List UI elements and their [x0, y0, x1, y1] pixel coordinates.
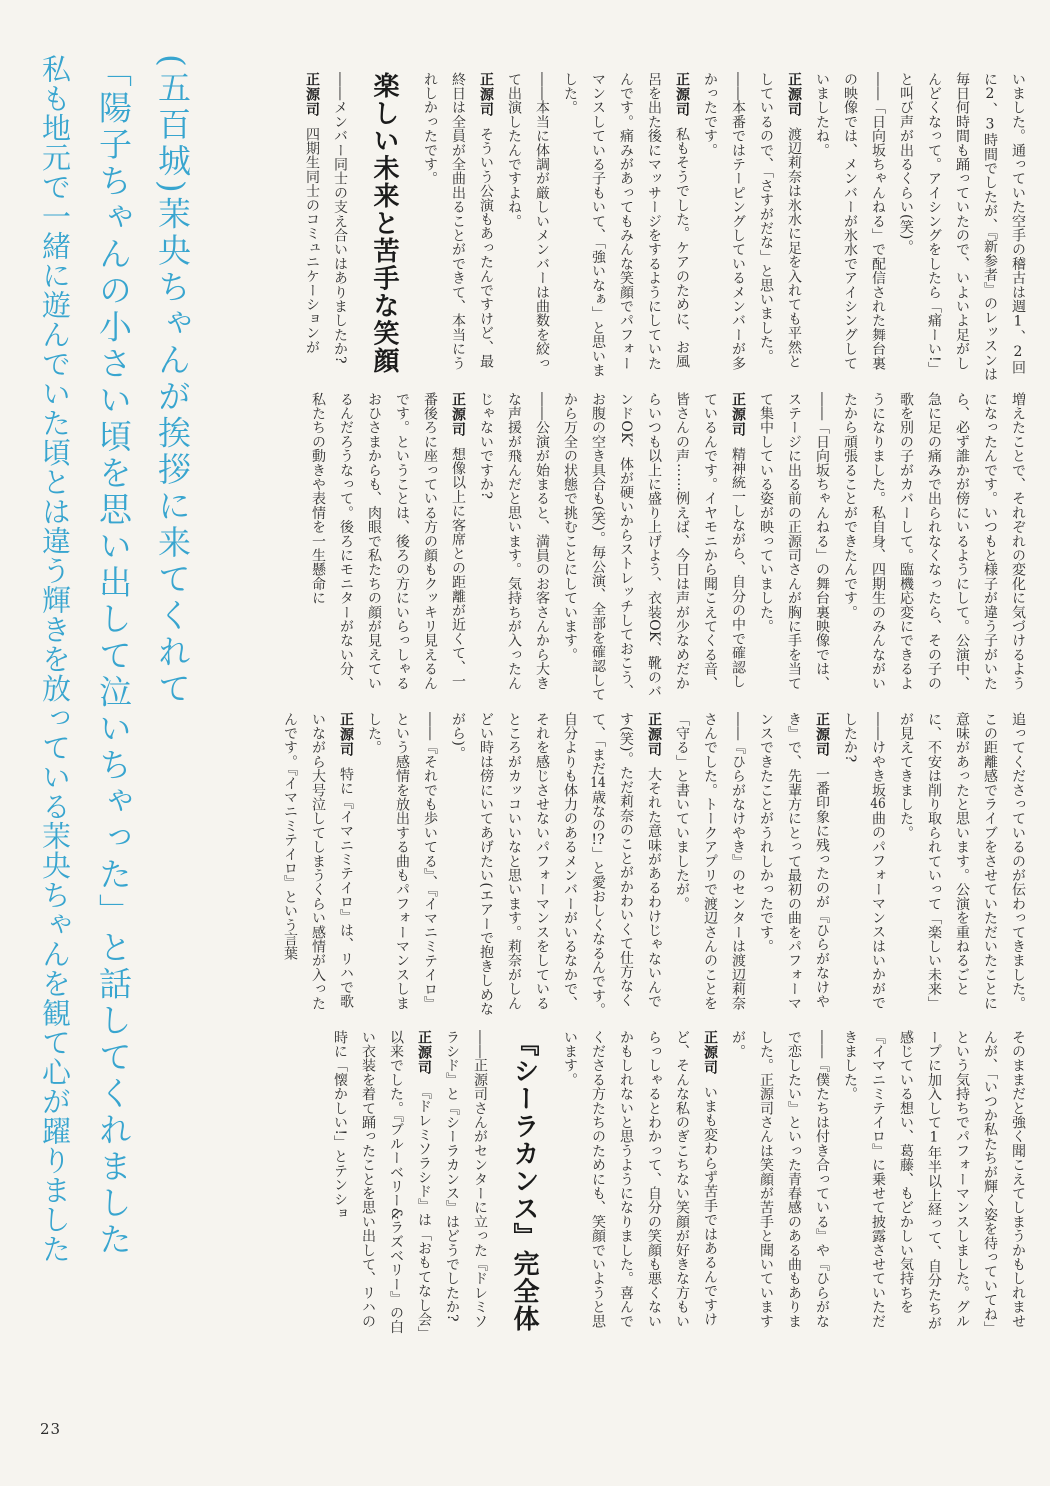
- speaker-name: 正源司: [730, 392, 746, 437]
- body-text: [836, 1030, 1032, 1340]
- speaker-name: 正源司: [814, 712, 830, 757]
- body-text: [892, 712, 1032, 1022]
- speaker-name: 正源司: [416, 1030, 432, 1075]
- interview-answer: [298, 72, 326, 382]
- question-text: ――メンバー同士の支え合いはありましたか?: [332, 72, 348, 364]
- interview-question: [836, 712, 892, 1022]
- interview-answer: [276, 712, 360, 1022]
- interview-answer: [556, 392, 752, 702]
- interview-answer: [326, 1030, 438, 1340]
- interview-question: [438, 1030, 494, 1340]
- question-text: ――公演が始まると、満員のお客さんから大きな声援が飛んだと思います。気持ちが入ったんじゃないですか?: [478, 392, 550, 691]
- interview-question: [500, 72, 556, 382]
- question-text: ――『僕たちは付き合っている』や『ひらがなで恋したい』といった青春感のある曲もありました。正源司さんは笑顔が苦手と聞いていますが。: [730, 1030, 830, 1329]
- interview-answer: [752, 712, 836, 1022]
- narration-text: いました。通っていた空手の稽古は週1、2回に2、3時間でしたが、『新参者』のレッスンは毎日何時間も踊っていたので、いよいよ足がしんどくなって。アイシングをしたら「痛ーい!」と叫び声が出るくらい(笑)。: [898, 72, 1026, 382]
- interview-question: [724, 1030, 836, 1340]
- speaker-name: 正源司: [478, 72, 494, 117]
- speaker-name: 正源司: [702, 1030, 718, 1075]
- answer-text: 想像以上に客席との距離が近くて、一番後ろに座っている方の顔もクッキリ見えるんです。ということは、後ろの方にいらっしゃるおひさまからも、肉眼で私たちの顔が見えているんだろうなって。後ろにモニターがない分、私たちの動きや表情を一生懸命に: [310, 392, 466, 691]
- narration-text: 追ってくださっているのが伝わってきました。この距離感でライブをさせていただいたことに意味があったと思います。公演を重ねるごとに、不安は削り取られていって「楽しい未来」が見えてきました。: [898, 712, 1026, 1011]
- pull-quote-line: (五百城)茉央ちゃんが挨拶に来てくれて: [153, 54, 192, 708]
- interview-answer: [444, 712, 668, 1022]
- text-band-4: [250, 1030, 1032, 1340]
- section-heading: 『シーラカンス』完全体: [509, 1030, 539, 1333]
- text-band-1: [250, 72, 1032, 382]
- section-heading: 楽しい未来と苦手な笑顔: [369, 72, 399, 375]
- speaker-name: 正源司: [338, 712, 354, 757]
- interview-question: [808, 72, 892, 382]
- question-text: ――正源司さんがセンターに立った『ドレミソラシド』と『シーラカンス』はどうでしたか?: [444, 1030, 488, 1329]
- speaker-name: 正源司: [304, 72, 320, 117]
- answer-text: 精神統一しながら、自分の中で確認しているんです。イヤモニから聞こえてくる音、皆さんの声……例えば、今日は声が少なめだからいつも以上に盛り上げよう、衣装OK、靴のバンドOK、体が硬いからストレッチしておこう、お腹の空き具合も(笑)。毎公演、全部を確認してから万全の状態で挑むことにしています。: [562, 392, 746, 702]
- question-text: ――『それでも歩いてる』、『イマニミテイロ』という感情を放出する曲もパフォーマンスしました。: [366, 712, 438, 1011]
- pull-quotes: [24, 54, 202, 1394]
- body-text: [892, 72, 1032, 382]
- text-band-2: [250, 392, 1032, 702]
- answer-text: そういう公演もあったんですけど、最終日は全員が全曲出ることができて、本当にうれしかったです。: [422, 72, 494, 371]
- answer-text: 大それた意味があるわけじゃないんです(笑)。ただ莉奈のことがかわいくて仕方なくて、「まだ14歳なの!?」と愛おしくなるんです。自分よりも体力のあるメンバーがいるなかで、それを感じさせないパフォーマンスをしているところがカッコいいなと思います。莉奈がしんどい時は傍にいてあげたい(エアーで抱きしめながら)。: [450, 712, 662, 1018]
- narration-text: 増えたことで、それぞれの変化に気づけるようになったんです。いつもと様子が違う子がいたら、必ず誰かが傍にいるようにして。公演中、急に足の痛みで出られなくなったら、その子の歌を別の子がカバーして。臨機応変にできるようになりました。私自身、四期生のみんながいたから頑張ることができたんです。: [842, 392, 1026, 691]
- narration-text: そのままだと強く聞こえてしまうかもしれませんが、「いつか私たちが輝く姿を待っていてね」という気持ちでパフォーマンスしました。グループに加入して1年半以上経って、自分たちが感じている想い、葛藤、もどかしい気持ちを『イマニミテイロ』に乗せて披露させていただきました。: [842, 1030, 1026, 1336]
- speaker-name: 正源司: [674, 72, 690, 117]
- interview-question: [752, 392, 836, 702]
- interview-answer: [304, 392, 472, 702]
- speaker-name: 正源司: [786, 72, 802, 117]
- interview-answer: [416, 72, 500, 382]
- question-text: ――本番ではテーピングしているメンバーが多かったです。: [702, 72, 746, 371]
- body-text: [836, 392, 1032, 702]
- question-text: ――「日向坂ちゃんねる」で配信された舞台裏の映像では、メンバーが氷水でアイシングしていましたね。: [814, 72, 886, 371]
- interview-answer: [556, 1030, 724, 1340]
- interview-question: [668, 712, 752, 1022]
- page-number: 23: [40, 1420, 62, 1438]
- answer-text: いまも変わらず苦手ではあるんですけど、そんな私のぎこちない笑顔が好きな方もいらっしゃるとわかって、自分の笑顔も悪くないかもしれないと思うようになりました。喜んでくださる方たちのためにも、笑顔でいようと思います。: [562, 1030, 718, 1329]
- interview-answer: [752, 72, 808, 382]
- answer-text: 私もそうでした。ケアのために、お風呂を出た後にマッサージをするようにしていたんです。痛みがあってもみんな笑顔でパフォーマンスしている子もいて、「強いなぁ」と思いました。: [562, 72, 690, 378]
- speaker-name: 正源司: [450, 392, 466, 437]
- speaker-name: 正源司: [646, 712, 662, 757]
- question-text: ――「日向坂ちゃんねる」の舞台裏映像では、ステージに出る前の正源司さんが胸に手を当てて集中している姿が映っていました。: [758, 392, 830, 691]
- answer-text: 特に『イマニミテイロ』は、リハで歌いながら大号泣してしまうくらい感情が入ったんです。『イマニミテイロ』という言葉: [282, 712, 354, 1011]
- pull-quote-line: 私も地元で一緒に遊んでいた頃とは違う輝きを放っている茉央ちゃんを観て心が躍りました: [38, 54, 72, 1264]
- question-text: ――けやき坂46曲のパフォーマンスはいかがでしたか?: [842, 712, 886, 1011]
- interview-answer: [556, 72, 696, 382]
- question-text: ――本当に体調が厳しいメンバーは曲数を絞って出演したんですよね。: [506, 72, 550, 371]
- answer-text: 四期生同士のコミュニケーションが: [304, 127, 320, 355]
- answer-text: 一番印象に残ったのが『ひらがなけやき』で、先輩方にとって最初の曲をパフォーマンスできたことがうれしかったです。: [758, 712, 830, 1011]
- interview-question: [360, 712, 444, 1022]
- pull-quote-line: 「陽子ちゃんの小さい頃を思い出して泣いちゃった」と話してくれました: [94, 54, 133, 1259]
- interview-question: [472, 392, 556, 702]
- answer-text: 『ドレミソラシド』は「おもてなし会」以来でした。『ブルーベリー&ラズベリー』の白い衣装を着て踊ったことを思い出して、リハの時に「懐かしい!」とテンショ: [332, 1030, 432, 1334]
- question-text: ――『ひらがなけやき』のセンターは渡辺莉奈さんでした。トークアプリで渡辺さんのことを「守る」と書いていましたが。: [674, 712, 746, 1011]
- interview-question: [326, 72, 354, 382]
- answer-text: 渡辺莉奈は氷水に足を入れても平然としているので、「さすがだな」と思いました。: [758, 72, 802, 369]
- interview-question: [696, 72, 752, 382]
- text-band-3: [250, 712, 1032, 1022]
